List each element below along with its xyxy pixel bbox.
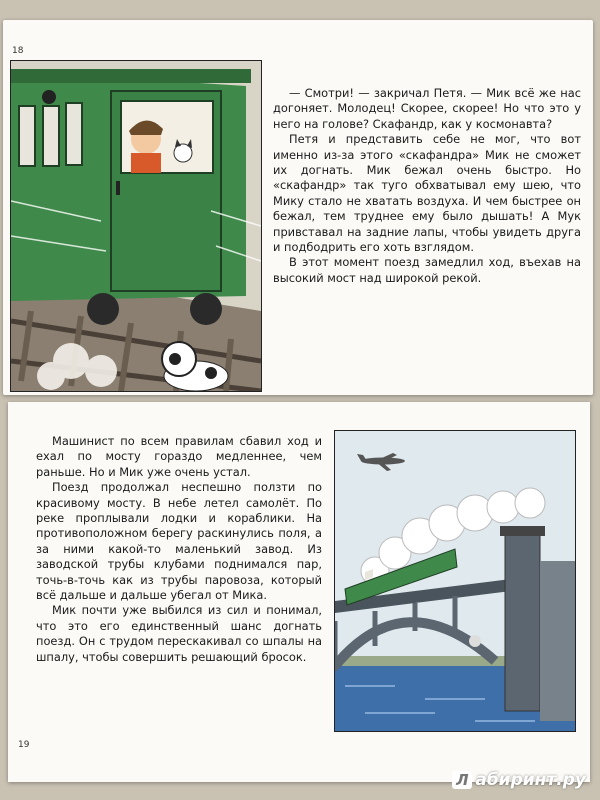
top-page (3, 20, 593, 395)
watermark-logo (452, 770, 586, 790)
page-number-bottom: 19 (18, 740, 30, 750)
paragraph: Поезд продолжал неспешно ползти по красивому мосту. В небе летел самолёт. По реке проплывали лодки и кораблики. На противоположном берегу раскинулись поля, а за ними какой-то маленький завод. Из заводской трубы клубами поднимался пар, точь-в-точь как из трубы паровоза, который всё дальше и дальше убегал от Мика. (36, 480, 322, 603)
paragraph: — Смотри! — закричал Петя. — Мик всё же нас догоняет. Молодец! Скорее, скорее! Но что это у него на голове? Скафандр, как у космонавта? (273, 86, 581, 131)
bottom-page (8, 402, 590, 782)
labirint-logo-icon: Л (452, 771, 472, 789)
page-number-top: 18 (12, 46, 24, 56)
paragraph: Машинист по всем правилам сбавил ход и ехал по мосту гораздо медленнее, чем раньше. Но и Мик уже очень устал. (36, 434, 322, 479)
bridge-illustration (334, 430, 576, 732)
paragraph: В этот момент поезд замедлил ход, въехав на высокий мост над широкой рекой. (273, 255, 581, 285)
bridge-drawing (335, 431, 575, 731)
paragraph: Мик почти уже выбился из сил и понимал, что это его единственный шанс догнать поезд. Он с трудом перескакивал со шпалы на шпалу, чтобы совершить решающий бросок. (36, 603, 322, 664)
bottom-page-text (36, 434, 322, 665)
train-dog-drawing (11, 61, 261, 391)
train-carriage-illustration (10, 60, 262, 392)
top-page-text (273, 86, 581, 286)
paragraph: Петя и представить себе не мог, что вот именно из-за этого «скафандра» Мик не сможет их догнать. Мик бежал очень быстро. Но «скафандр» так туго обхватывал ему шею, что Мику стало не хватать воздуха. И чем быстрее он бежал, тем труднее ему было дышать! А Мук привставал на задние лапы, чтобы увидеть друга и подбодрить его хоть взглядом. (273, 132, 581, 255)
watermark-text: абиринт.ру (475, 770, 586, 790)
